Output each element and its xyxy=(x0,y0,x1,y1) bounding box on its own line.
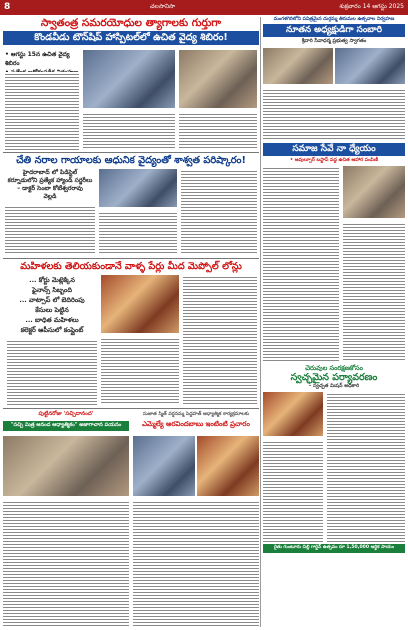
right3-body xyxy=(263,392,405,542)
right-column xyxy=(263,17,405,553)
right2-photo-portrait xyxy=(343,166,405,218)
story2-photo-panel xyxy=(99,169,177,207)
story2-text-block-1 xyxy=(5,205,95,255)
left-column xyxy=(3,17,259,626)
story1-photo-group xyxy=(83,50,175,108)
story2-sub-4: వెల్లడి xyxy=(43,193,57,201)
right2-kicker: • ఆవుల్పూర్ బస్టాప్ వద్ద ఉచిత ఆహార పంపిణీ xyxy=(290,157,378,163)
story1-bullet-1: • ఆగస్టు 15న ఉచిత వైద్య శిబిరం xyxy=(5,51,70,68)
rule xyxy=(3,258,259,259)
story3-bullet-6: కలెక్టర్ ఆపీసులో కంప్లైంట్ xyxy=(20,326,84,335)
story4-photo-campaign-2 xyxy=(197,436,259,496)
story3-photo-women xyxy=(101,275,179,333)
story1-headline: కొండవీడు టౌన్‌షిప్ హాస్పిటల్‌లో ఉచిత వైద్య శిబిరం! xyxy=(3,31,259,45)
story4-headline: "సచ్చి మిత్ర ఆనంద ఆధ్యాత్మికం" అజాగాచాన పయనం xyxy=(3,421,129,430)
story3-bullet-3: ... వాట్సాప్ లో బెదిరింపు xyxy=(19,296,85,305)
right2-headline: సమాజ సేవే నా ధ్యేయం xyxy=(263,143,405,156)
story4-block xyxy=(3,412,259,626)
story1-photo-doctor xyxy=(179,50,257,108)
story2-sub-3: – డాక్టర్ సెంబా కోటేశ్వరరావు xyxy=(17,185,83,193)
story3-text-block-2 xyxy=(101,337,179,405)
right3-footer: రైతు గుంటూరు చిల్లి గార్డెన్ ఉత్సవం రూ 1,50,000 ఆర్థిక సాయం xyxy=(263,544,405,553)
right3-kicker: చెరువుల సంరక్షణకోసం xyxy=(305,363,363,372)
story1-text-block-3 xyxy=(179,112,257,150)
story3-headline: మహిళలకు తెలియకుండానే వాళ్ళ పేర్లు మీద మెప్పోల్ లోన్లు xyxy=(20,261,242,273)
story4-photo-campaign-1 xyxy=(133,436,195,496)
story3-text-block-1 xyxy=(7,339,97,405)
rule xyxy=(3,408,259,409)
story4-kicker-2: సుజాత స్మిత్ వర్ధనమ్మ పెద్దహత్ ఆధ్యాత్మిక కార్యక్రమాలకు xyxy=(143,412,249,418)
story2-text-block-3 xyxy=(181,169,257,255)
page-header-bar xyxy=(0,0,408,15)
right1-sub: శ్రీవారి సేవాధర్మ ప్రభుత్వ స్వాగతం xyxy=(301,38,367,45)
right3-headline: స్వచ్ఛమైన పర్యావరణం xyxy=(290,371,378,383)
rule xyxy=(3,152,259,153)
story3-bullet-1: ... కోర్టు మెట్లెక్కిన xyxy=(29,276,75,285)
story2-sub-1: హైదరాబాద్ లో పిడిస్టెల్ xyxy=(22,169,78,177)
right2-body xyxy=(263,166,405,362)
right1-headline: నూతన అధ్యక్షుడిగా సంబారి xyxy=(263,24,405,37)
story2-body xyxy=(3,169,259,255)
right1-body xyxy=(263,48,405,140)
story4-photo-event xyxy=(3,436,129,496)
masthead: చలసానిసా xyxy=(150,3,176,10)
story3-bullet-4: కేసులు పెట్టిన xyxy=(35,306,69,315)
story1-kicker: స్వాతంత్ర సమరయోధుల త్యాగాలకు గుర్తుగా xyxy=(40,17,222,29)
story2-text-block-2 xyxy=(99,211,177,255)
story3-body xyxy=(3,275,259,405)
right2-text-block-1 xyxy=(263,166,339,362)
story1-text-block-1 xyxy=(5,72,79,150)
right3-text-block-2 xyxy=(327,392,405,542)
page-number: 8 xyxy=(4,2,11,12)
right1-photo-1 xyxy=(263,48,333,84)
story2-sub-2: కర్నూడులోని ప్రత్యేక హ్యాండ్ సర్జరీలు xyxy=(7,177,93,185)
column-divider xyxy=(260,17,261,627)
right2-text-block-2 xyxy=(343,222,405,362)
right3-text-block-1 xyxy=(263,440,323,542)
story1-text-block-2 xyxy=(83,112,175,150)
story4-text-block-1 xyxy=(3,500,129,626)
right1-photo-2 xyxy=(335,48,405,84)
story4-text-block-2 xyxy=(133,500,259,626)
story3-text-block-3 xyxy=(183,275,257,405)
story4-headline-2: ఎమ్మెల్యే అరవిందబాబు ఇంటింటి ప్రచారం xyxy=(142,420,250,429)
story3-bullet-5: ... బాధిత మహిళలు xyxy=(25,316,79,325)
right3-photo xyxy=(263,392,323,436)
story2-headline: చేతి నరాల గాయాలకు ఆధునిక వైద్యంతో శాశ్వత పరిష్కారం! xyxy=(16,155,246,167)
right3-sub: – స్వచ్ఛత మిషన్ అధికారి xyxy=(308,382,360,389)
story3-bullet-2: ఫైనాన్స్ సిబ్బంది xyxy=(32,286,72,295)
right1-text-block xyxy=(263,88,405,140)
story1-body xyxy=(3,48,259,150)
issue-date: శుక్రవారం 14 ఆగస్టు 2025 xyxy=(339,3,404,10)
right1-kicker: మంగళగిరిలోని పవిత్రమైన దుర్గమ్మ తిరుమల ఉత్సవాల నిర్వహణ xyxy=(273,17,395,22)
story4-kicker: పుట్టినరోజు 'సచ్చిదానంద' xyxy=(38,411,94,418)
